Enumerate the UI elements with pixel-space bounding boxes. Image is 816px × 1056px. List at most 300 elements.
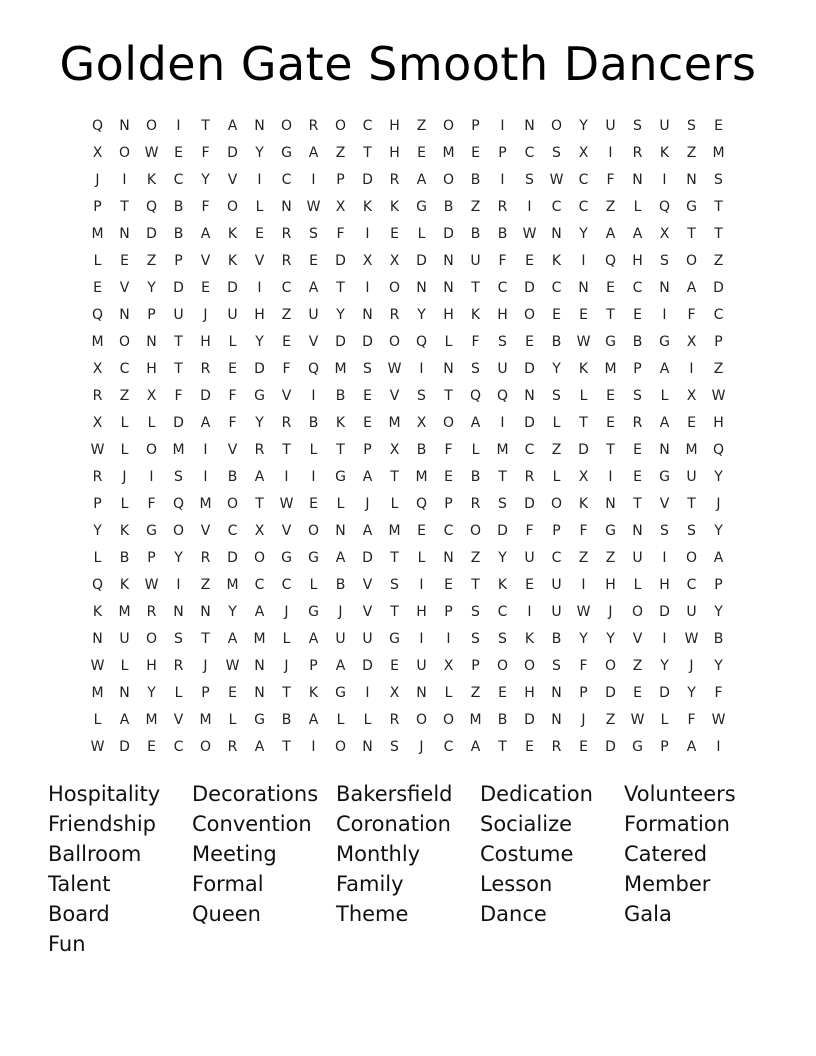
word-list-item: Volunteers	[624, 782, 736, 806]
grid-letter: Q	[307, 361, 320, 377]
grid-letter: F	[525, 523, 534, 539]
grid-letter: F	[687, 712, 696, 728]
grid-letter: U	[551, 577, 562, 593]
grid-letter: L	[552, 415, 561, 431]
grid-letter: L	[336, 712, 345, 728]
grid-letter: L	[120, 658, 129, 674]
grid-letter: H	[713, 415, 724, 431]
grid-letter: I	[122, 172, 127, 188]
grid-letter: W	[522, 226, 537, 242]
grid-letter: F	[201, 199, 210, 215]
grid-letter: J	[122, 469, 127, 485]
grid-letter: I	[500, 172, 505, 188]
grid-letter: I	[446, 631, 451, 647]
grid-letter: E	[282, 334, 291, 350]
grid-letter: Y	[93, 523, 102, 539]
grid-letter: S	[471, 361, 480, 377]
grid-letter: D	[524, 415, 535, 431]
grid-letter: P	[714, 334, 723, 350]
grid-letter: R	[200, 361, 211, 377]
grid-letter: B	[551, 631, 562, 647]
grid-letter: D	[578, 442, 589, 458]
grid-letter: P	[552, 523, 561, 539]
grid-letter: S	[552, 388, 561, 404]
word-list-item: Bakersfield	[336, 782, 453, 806]
grid-letter: E	[390, 226, 399, 242]
grid-letter: X	[92, 415, 103, 431]
grid-letter: K	[389, 199, 400, 215]
grid-letter: N	[173, 604, 184, 620]
grid-letter: X	[389, 253, 400, 269]
grid-letter: W	[711, 388, 726, 404]
grid-letter: L	[93, 550, 102, 566]
grid-letter: C	[173, 739, 184, 755]
word-list-item: Ballroom	[48, 842, 142, 866]
grid-letter: I	[365, 226, 370, 242]
grid-letter: I	[257, 172, 262, 188]
grid-letter: W	[576, 604, 591, 620]
grid-letter: G	[659, 469, 670, 485]
grid-letter: D	[524, 280, 535, 296]
grid-letter: L	[93, 253, 102, 269]
grid-letter: G	[686, 199, 697, 215]
grid-letter: P	[498, 145, 507, 161]
grid-letter: U	[308, 307, 319, 323]
grid-letter: B	[497, 712, 508, 728]
grid-letter: D	[362, 172, 373, 188]
grid-letter: L	[228, 712, 237, 728]
grid-letter: O	[631, 604, 644, 620]
grid-letter: N	[200, 604, 211, 620]
grid-letter: U	[470, 253, 481, 269]
grid-letter: Y	[687, 685, 696, 701]
grid-letter: U	[119, 631, 130, 647]
grid-letter: O	[307, 523, 320, 539]
grid-letter: T	[471, 280, 480, 296]
grid-letter: D	[524, 712, 535, 728]
grid-letter: N	[524, 118, 535, 134]
grid-letter: V	[254, 253, 265, 269]
grid-letter: R	[281, 253, 292, 269]
grid-letter: O	[145, 631, 158, 647]
grid-letter: G	[335, 685, 346, 701]
grid-letter: Y	[552, 361, 561, 377]
grid-letter: Z	[119, 388, 130, 404]
grid-letter: D	[146, 226, 157, 242]
grid-letter: Q	[91, 118, 104, 134]
grid-letter: M	[604, 361, 617, 377]
grid-letter: Y	[579, 118, 588, 134]
grid-letter: S	[471, 604, 480, 620]
grid-row	[84, 329, 732, 356]
grid-row	[84, 437, 732, 464]
grid-letter: H	[497, 307, 508, 323]
grid-letter: C	[524, 145, 535, 161]
grid-letter: O	[199, 739, 212, 755]
grid-row	[84, 383, 732, 410]
grid-letter: W	[90, 739, 105, 755]
grid-letter: N	[119, 226, 130, 242]
grid-letter: Y	[255, 334, 264, 350]
grid-letter: E	[147, 739, 156, 755]
grid-letter: D	[659, 685, 670, 701]
grid-letter: T	[714, 226, 723, 242]
grid-letter: A	[254, 604, 265, 620]
grid-letter: S	[471, 631, 480, 647]
grid-letter: I	[527, 199, 532, 215]
grid-letter: X	[389, 442, 400, 458]
grid-letter: A	[470, 739, 481, 755]
grid-letter: L	[309, 442, 318, 458]
grid-letter: O	[334, 739, 347, 755]
grid-letter: L	[660, 388, 669, 404]
grid-letter: S	[660, 523, 669, 539]
grid-row	[84, 167, 732, 194]
grid-letter: I	[662, 307, 667, 323]
grid-letter: V	[227, 172, 238, 188]
grid-letter: A	[335, 658, 346, 674]
grid-letter: M	[145, 712, 158, 728]
grid-row	[84, 356, 732, 383]
grid-letter: A	[713, 550, 724, 566]
grid-letter: I	[311, 739, 316, 755]
word-list-item: Costume	[480, 842, 574, 866]
grid-letter: C	[119, 361, 130, 377]
grid-row	[84, 194, 732, 221]
grid-letter: H	[632, 253, 643, 269]
word-list-item: Gala	[624, 902, 672, 926]
grid-letter: H	[524, 685, 535, 701]
grid-letter: I	[662, 550, 667, 566]
grid-letter: R	[389, 172, 400, 188]
grid-letter: N	[92, 631, 103, 647]
grid-letter: P	[147, 550, 156, 566]
grid-letter: B	[335, 388, 346, 404]
grid-letter: R	[92, 469, 103, 485]
grid-letter: E	[255, 226, 264, 242]
grid-letter: Q	[604, 253, 617, 269]
grid-letter: L	[417, 226, 426, 242]
grid-letter: B	[470, 172, 481, 188]
grid-letter: A	[308, 631, 319, 647]
grid-letter: Y	[714, 604, 723, 620]
grid-letter: I	[284, 469, 289, 485]
grid-letter: C	[632, 280, 643, 296]
grid-letter: A	[686, 280, 697, 296]
grid-letter: H	[146, 658, 157, 674]
grid-letter: X	[389, 685, 400, 701]
grid-letter: C	[443, 739, 454, 755]
grid-letter: N	[362, 307, 373, 323]
grid-letter: H	[605, 577, 616, 593]
grid-letter: C	[281, 280, 292, 296]
grid-letter: F	[714, 685, 723, 701]
grid-letter: B	[416, 442, 427, 458]
grid-letter: D	[200, 388, 211, 404]
grid-letter: T	[390, 604, 399, 620]
grid-letter: K	[551, 253, 562, 269]
grid-letter: C	[362, 118, 373, 134]
grid-letter: V	[632, 631, 643, 647]
grid-letter: O	[442, 172, 455, 188]
grid-letter: L	[363, 712, 372, 728]
grid-letter: A	[308, 712, 319, 728]
grid-letter: W	[387, 361, 402, 377]
grid-letter: L	[633, 577, 642, 593]
grid-letter: R	[146, 604, 157, 620]
grid-letter: W	[90, 442, 105, 458]
grid-letter: O	[253, 550, 266, 566]
grid-letter: D	[227, 280, 238, 296]
grid-letter: I	[419, 631, 424, 647]
grid-letter: D	[227, 145, 238, 161]
grid-letter: I	[662, 172, 667, 188]
grid-letter: U	[551, 604, 562, 620]
grid-letter: W	[630, 712, 645, 728]
grid-letter: T	[606, 307, 615, 323]
grid-letter: Y	[174, 550, 183, 566]
grid-letter: L	[390, 496, 399, 512]
grid-letter: E	[579, 307, 588, 323]
grid-letter: E	[579, 739, 588, 755]
grid-letter: S	[498, 631, 507, 647]
grid-letter: B	[470, 226, 481, 242]
grid-letter: I	[608, 145, 613, 161]
grid-letter: O	[226, 496, 239, 512]
grid-letter: R	[281, 415, 292, 431]
grid-letter: C	[578, 199, 589, 215]
grid-letter: E	[498, 685, 507, 701]
grid-letter: H	[146, 361, 157, 377]
grid-letter: P	[471, 658, 480, 674]
grid-letter: E	[309, 253, 318, 269]
grid-letter: W	[684, 631, 699, 647]
grid-letter: H	[200, 334, 211, 350]
grid-letter: G	[281, 550, 292, 566]
grid-letter: K	[470, 307, 481, 323]
word-list-item: Coronation	[336, 812, 451, 836]
grid-letter: R	[254, 442, 265, 458]
grid-letter: J	[689, 658, 694, 674]
grid-letter: N	[551, 685, 562, 701]
grid-letter: F	[471, 334, 480, 350]
grid-letter: L	[255, 199, 264, 215]
grid-letter: I	[203, 442, 208, 458]
grid-letter: I	[257, 280, 262, 296]
grid-letter: E	[606, 388, 615, 404]
grid-letter: G	[335, 469, 346, 485]
word-list-item: Convention	[192, 812, 312, 836]
grid-letter: I	[311, 172, 316, 188]
grid-letter: O	[550, 496, 563, 512]
grid-letter: K	[227, 253, 238, 269]
grid-letter: T	[255, 496, 264, 512]
grid-letter: D	[605, 685, 616, 701]
grid-letter: N	[146, 334, 157, 350]
grid-letter: C	[227, 523, 238, 539]
grid-letter: J	[716, 496, 721, 512]
grid-letter: A	[416, 172, 427, 188]
grid-letter: D	[497, 523, 508, 539]
grid-letter: O	[685, 550, 698, 566]
grid-letter: C	[551, 280, 562, 296]
grid-letter: E	[363, 388, 372, 404]
grid-letter: K	[335, 415, 346, 431]
grid-letter: A	[200, 226, 211, 242]
grid-letter: O	[442, 118, 455, 134]
grid-letter: Z	[578, 550, 589, 566]
grid-row	[84, 572, 732, 599]
grid-letter: C	[551, 550, 562, 566]
grid-letter: I	[365, 685, 370, 701]
grid-letter: E	[228, 685, 237, 701]
grid-letter: O	[118, 334, 131, 350]
grid-letter: S	[417, 388, 426, 404]
grid-letter: J	[284, 604, 289, 620]
grid-letter: T	[606, 442, 615, 458]
grid-letter: Z	[281, 307, 292, 323]
grid-letter: I	[419, 361, 424, 377]
grid-letter: N	[335, 523, 346, 539]
grid-letter: S	[660, 253, 669, 269]
grid-letter: X	[92, 145, 103, 161]
grid-letter: K	[119, 523, 130, 539]
grid-letter: I	[176, 577, 181, 593]
grid-row	[84, 518, 732, 545]
grid-letter: E	[633, 307, 642, 323]
grid-letter: T	[336, 280, 345, 296]
grid-letter: L	[309, 577, 318, 593]
word-list-item: Theme	[336, 902, 409, 926]
grid-letter: F	[579, 658, 588, 674]
grid-letter: S	[687, 118, 696, 134]
grid-letter: V	[362, 604, 373, 620]
grid-letter: M	[226, 577, 239, 593]
grid-row	[84, 410, 732, 437]
grid-letter: O	[334, 118, 347, 134]
grid-letter: W	[279, 496, 294, 512]
grid-letter: T	[687, 496, 696, 512]
grid-letter: T	[174, 334, 183, 350]
grid-letter: N	[659, 442, 670, 458]
grid-letter: T	[471, 577, 480, 593]
word-list-item: Formal	[192, 872, 264, 896]
grid-letter: E	[390, 658, 399, 674]
grid-letter: F	[336, 226, 345, 242]
grid-letter: P	[363, 442, 372, 458]
grid-letter: S	[633, 118, 642, 134]
grid-letter: A	[200, 415, 211, 431]
grid-letter: O	[388, 280, 401, 296]
grid-letter: X	[659, 226, 670, 242]
grid-letter: N	[443, 280, 454, 296]
grid-letter: Q	[496, 388, 509, 404]
grid-row	[84, 491, 732, 518]
grid-letter: R	[200, 550, 211, 566]
grid-letter: N	[551, 712, 562, 728]
grid-letter: M	[253, 631, 266, 647]
grid-letter: S	[714, 172, 723, 188]
grid-letter: E	[633, 685, 642, 701]
grid-letter: Q	[145, 199, 158, 215]
grid-letter: C	[173, 172, 184, 188]
grid-letter: T	[390, 469, 399, 485]
grid-letter: T	[174, 361, 183, 377]
grid-letter: I	[149, 469, 154, 485]
grid-letter: E	[93, 280, 102, 296]
grid-letter: U	[632, 550, 643, 566]
grid-letter: S	[309, 226, 318, 242]
grid-letter: W	[90, 658, 105, 674]
grid-letter: W	[225, 658, 240, 674]
grid-letter: F	[228, 388, 237, 404]
grid-letter: C	[686, 577, 697, 593]
grid-letter: D	[605, 739, 616, 755]
grid-letter: R	[632, 415, 643, 431]
grid-letter: F	[606, 172, 615, 188]
grid-letter: L	[444, 334, 453, 350]
grid-letter: G	[254, 388, 265, 404]
grid-letter: N	[578, 280, 589, 296]
grid-letter: Q	[415, 496, 428, 512]
grid-letter: D	[362, 334, 373, 350]
grid-letter: Q	[91, 307, 104, 323]
grid-letter: R	[497, 199, 508, 215]
grid-letter: N	[443, 361, 454, 377]
grid-letter: B	[443, 199, 454, 215]
grid-letter: D	[335, 334, 346, 350]
grid-letter: L	[552, 469, 561, 485]
grid-letter: Z	[713, 361, 724, 377]
grid-letter: D	[443, 226, 454, 242]
grid-letter: A	[308, 145, 319, 161]
grid-row	[84, 140, 732, 167]
grid-letter: D	[659, 604, 670, 620]
grid-letter: I	[716, 739, 721, 755]
grid-letter: Y	[147, 685, 156, 701]
grid-letter: Z	[416, 118, 427, 134]
word-list-item: Dedication	[480, 782, 593, 806]
grid-letter: O	[604, 658, 617, 674]
grid-letter: T	[120, 199, 129, 215]
grid-letter: G	[632, 739, 643, 755]
grid-letter: E	[525, 739, 534, 755]
grid-letter: J	[608, 604, 613, 620]
grid-letter: G	[659, 334, 670, 350]
grid-letter: X	[362, 253, 373, 269]
grid-letter: J	[419, 739, 424, 755]
grid-letter: I	[419, 577, 424, 593]
grid-letter: M	[442, 145, 455, 161]
grid-letter: T	[444, 388, 453, 404]
word-list-item: Queen	[192, 902, 261, 926]
grid-letter: E	[471, 145, 480, 161]
grid-letter: Q	[712, 442, 725, 458]
grid-row	[84, 275, 732, 302]
grid-letter: L	[444, 685, 453, 701]
grid-letter: V	[200, 523, 211, 539]
grid-letter: L	[579, 388, 588, 404]
grid-letter: B	[632, 334, 643, 350]
grid-letter: X	[443, 658, 454, 674]
grid-letter: N	[443, 550, 454, 566]
grid-letter: T	[282, 685, 291, 701]
grid-letter: F	[444, 442, 453, 458]
grid-letter: S	[174, 631, 183, 647]
grid-letter: T	[282, 442, 291, 458]
word-list-item: Board	[48, 902, 110, 926]
grid-letter: M	[334, 361, 347, 377]
